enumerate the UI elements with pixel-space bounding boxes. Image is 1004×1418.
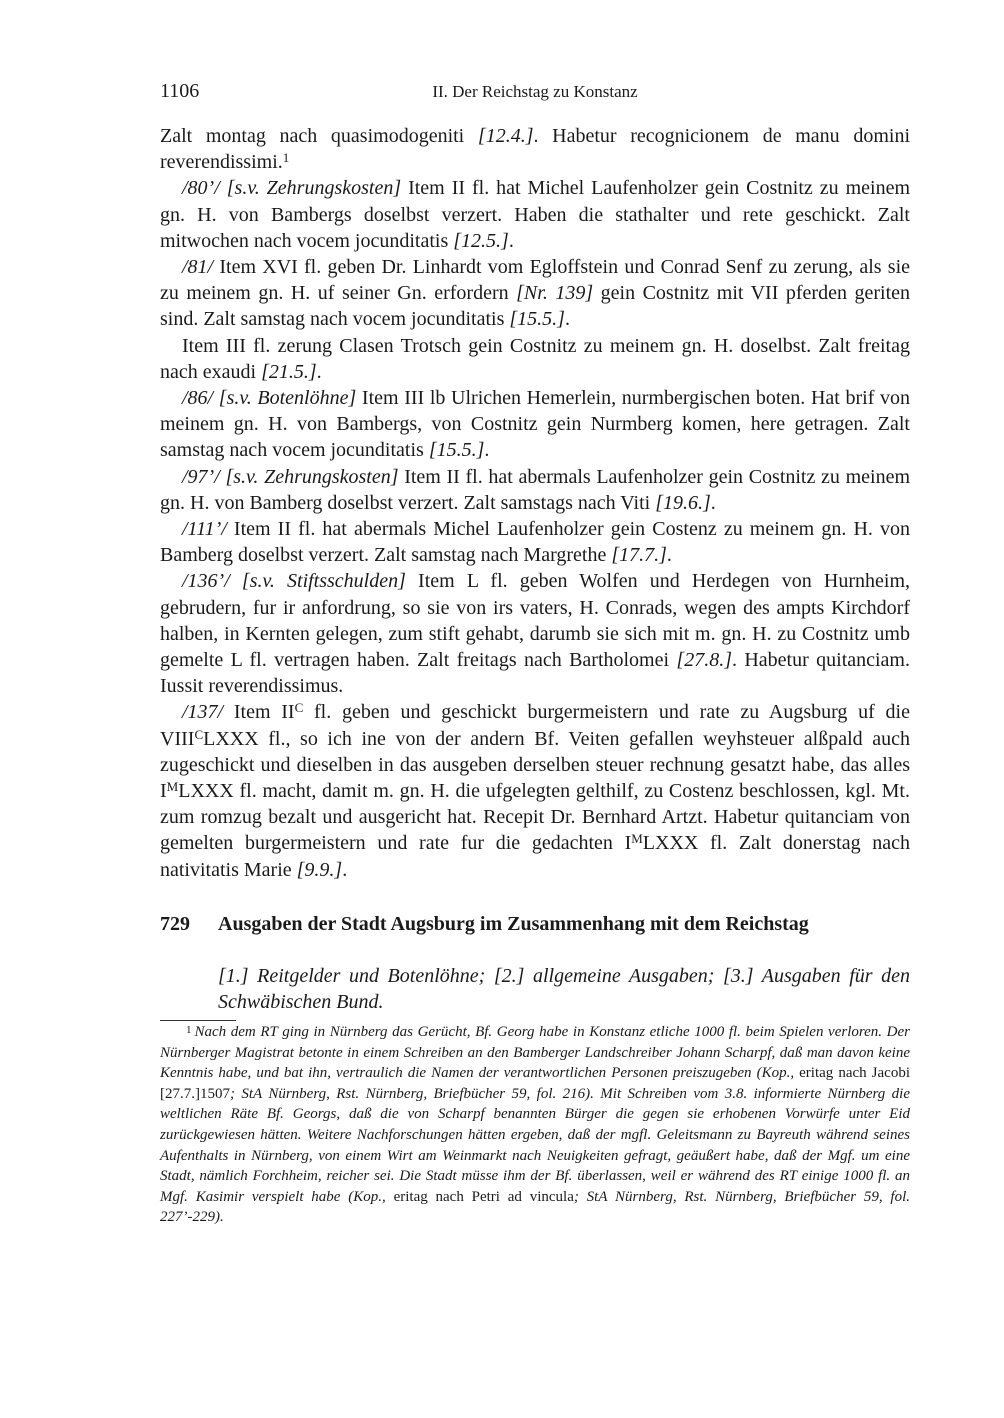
paragraph: /111’/ Item II fl. hat abermals Michel Laufenholzer gein Costenz zu meinem gn. H. von Bamberg doselbst verzert. Zalt samstag nach Margrethe [17.7.]. (160, 518, 910, 567)
footnote-text: Nach dem RT ging in Nürnberg das Gerücht, Bf. Georg habe in Konstanz etliche 1000 fl. beim Spielen verloren. Der Nürnberger Magistrat betonte in einem Schreiben an den Bamberger Landschreiber Johann Scharpf, daß man davon keine Kenntnis habe, und bat ihn, vertraulich die Namen der verantwortlichen Personen preiszugeben (Kop., eritag nach Jacobi [27.7.]1507; StA Nürnberg, Rst. Nürnberg, Briefbücher 59, fol. 216). Mit Schreiben vom 3.8. informierte Nürnberg die weltlichen Räte Bf. Georgs, daß die von Scharpf benannten Bürger die gegen sie erhobenen Vorwürfe unter Eid zurückgewiesen hätten. Weitere Nachforschungen hätten ergeben, daß der mgfl. Geleitsmann zu Bayreuth während seines Aufenthalts in Nürnberg, von einem Wirt am Weinmarkt nach Neuigkeiten gefragt, geäußert habe, daß der Mgf. um eine Stadt, nämlich Forchheim, reicher sei. Die Stadt müsse ihm der Bf. überlassen, weil er während des RT einige 1000 fl. an Mgf. Kasimir verspielt habe (Kop., eritag nach Petri ad vincula; StA Nürnberg, Rst. Nürnberg, Briefbücher 59, fol. 227’-229). (160, 1024, 911, 1226)
footnote-marker: 1 (186, 1024, 192, 1036)
paragraph: /80’/ [s.v. Zehrungskosten] Item II fl. hat Michel Laufenholzer gein Costnitz zu meinem gn. H. von Bambergs doselbst verzert. Haben die stathalter und rete geschickt. Zalt mitwochen nach vocem jocunditatis [12.5.]. (160, 177, 911, 252)
paragraph: /81/ Item XVI fl. geben Dr. Linhardt vom Egloffstein und Conrad Senf zu zerung, als sie zu meinem gn. H. uf seiner Gn. erfordern [Nr. 139] gein Costnitz mit VII pferden geriten sind. Zalt samstag nach vocem jocunditatis [15.5.]. (160, 256, 910, 331)
footnote (160, 1022, 910, 1228)
section-number: 729 (160, 913, 190, 935)
running-head (160, 80, 910, 108)
body-text (160, 123, 910, 883)
running-title: II. Der Reichstag zu Konstanz (432, 82, 638, 101)
section-regest: [1.] Reitgelder und Botenlöhne; [2.] allgemeine Ausgaben; [3.] Ausgaben für den Schwäbischen Bund. (218, 965, 910, 1013)
paragraph: Zalt montag nach quasimodogeniti [12.4.]. Habetur recognicionem de manu domini reverendissimi.$^1$ (160, 125, 910, 174)
paragraph: /137/ Item $II^C$ fl. geben und geschickt burgermeistern und rate zu Augsburg uf die $VIII^CLXXX$ fl., so ich ine von der andern Bf. Veiten gefallen weyhsteuer alßpald auch zugeschickt und dieselben in das ausgeben derselben steuer rechnung gesatzt habe, das alles $I^MLXXX$ fl. macht, damit m. gn. H. die ufgelegten gelthilf, zu Costenz beschlossen, kgl. Mt. zum romzug bezalt und ausgericht hat. Recepit Dr. Bernhard Artzt. Habetur quitanciam von gemelten burgermeistern und rate fur die gedachten $I^MLXXX$ fl. Zalt donerstag nach nativitatis Marie [9.9.]. (160, 700, 911, 881)
paragraph: /97’/ [s.v. Zehrungskosten] Item II fl. hat abermals Laufenholzer gein Costnitz zu meinem gn. H. von Bamberg doselbst verzert. Zalt samstags nach Viti [19.6.]. (160, 465, 910, 514)
paragraph: Item III fl. zerung Clasen Trotsch gein Costnitz zu meinem gn. H. doselbst. Zalt freitag nach exaudi [21.5.]. (160, 334, 910, 383)
footnote-rule (160, 1020, 236, 1021)
paragraph: /86/ [s.v. Botenlöhne] Item III lb Ulrichen Hemerlein, nurmbergischen boten. Hat brif von meinem gn. H. von Bambergs, von Costnitz gein Nurmberg komen, here getragen. Zalt samstag nach vocem jocunditatis [15.5.]. (160, 387, 910, 462)
section-title: Ausgaben der Stadt Augsburg im Zusammenhang mit dem Reichstag (218, 913, 809, 935)
page-number: 1106 (160, 80, 200, 102)
paragraph: /136’/ [s.v. Stiftsschulden] Item L fl. geben Wolfen und Herdegen von Hurnheim, gebrudern, fur ir anfordrung, so sie von irs vaters, H. Conrads, wegen des ampts Kirchdorf halben, in Kernten gelegen, zum stift gehabt, darumb sie sich mit m. gn. H. zu Costnitz umb gemelte L fl. vertragen haben. Zalt freitags nach Bartholomei [27.8.]. Habetur quitanciam. Iussit reverendissimus. (160, 570, 911, 698)
section-heading (160, 913, 910, 936)
